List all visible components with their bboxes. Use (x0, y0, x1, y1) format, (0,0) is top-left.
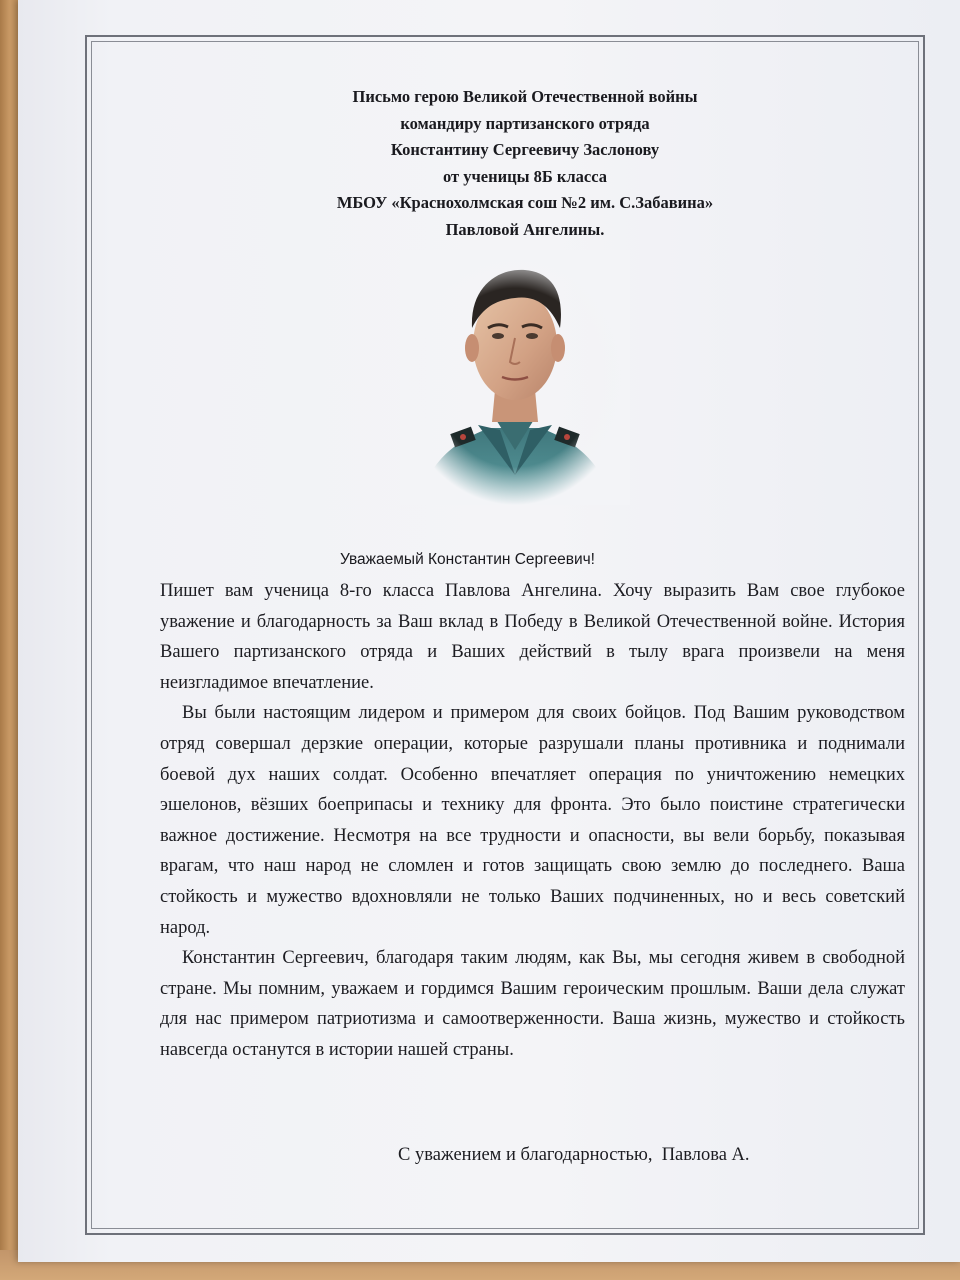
heading-line: от ученицы 8Б класса (442, 166, 608, 186)
letter-body (160, 576, 905, 1066)
letter-heading (180, 84, 870, 244)
portrait-image (400, 250, 630, 505)
heading-line: Павловой Ангелины. (445, 219, 605, 239)
heading-line: МБОУ «Краснохолмская сош №2 им. С.Забавина» (336, 193, 714, 213)
signature: С уважением и благодарностью, Павлова А. (398, 1145, 750, 1165)
letter-paragraph: Константин Сергеевич, благодаря таким людям, как Вы, мы сегодня живем в свободной стране. Мы помним, уважаем и гордимся Вашим героическим прошлым. Ваши дела служат для нас примером патриотизма и самоотверженности. Ваша жизнь, мужество и стойкость навсегда останутся в истории нашей страны. (160, 948, 905, 1060)
heading-line: Константину Сергеевичу Заслонову (390, 140, 660, 160)
heading-line: командиру партизанского отряда (400, 113, 650, 133)
salutation: Уважаемый Константин Сергеевич! (340, 551, 595, 568)
letter-paragraph: Вы были настоящим лидером и примером для своих бойцов. Под Вашим руководством отряд совершал дерзкие операции, которые разрушали планы противника и поднимали боевой дух наших солдат. Особенно впечатляет операция по уничтожению немецких эшелонов, вёзших боеприпасы и технику для фронта. Это было поистине стратегически важное достижение. Несмотря на все трудности и опасности, вы вели борьбу, показывая врагам, что наш народ не сломлен и готов защищать свою землю до последнего. Ваша стойкость и мужество вдохновляли не только Ваших подчиненных, но и весь советский народ. (160, 703, 905, 938)
heading-line: Письмо герою Великой Отечественной войны (352, 87, 698, 106)
letter-paragraph: Пишет вам ученица 8-го класса Павлова Ангелина. Хочу выразить Вам свое глубокое уважение и благодарность за Ваш вклад в Победу в Великой Отечественной войне. История Вашего партизанского отряда и Ваших действий в тылу врага произвели на меня неизгладимое впечатление. (160, 581, 905, 693)
